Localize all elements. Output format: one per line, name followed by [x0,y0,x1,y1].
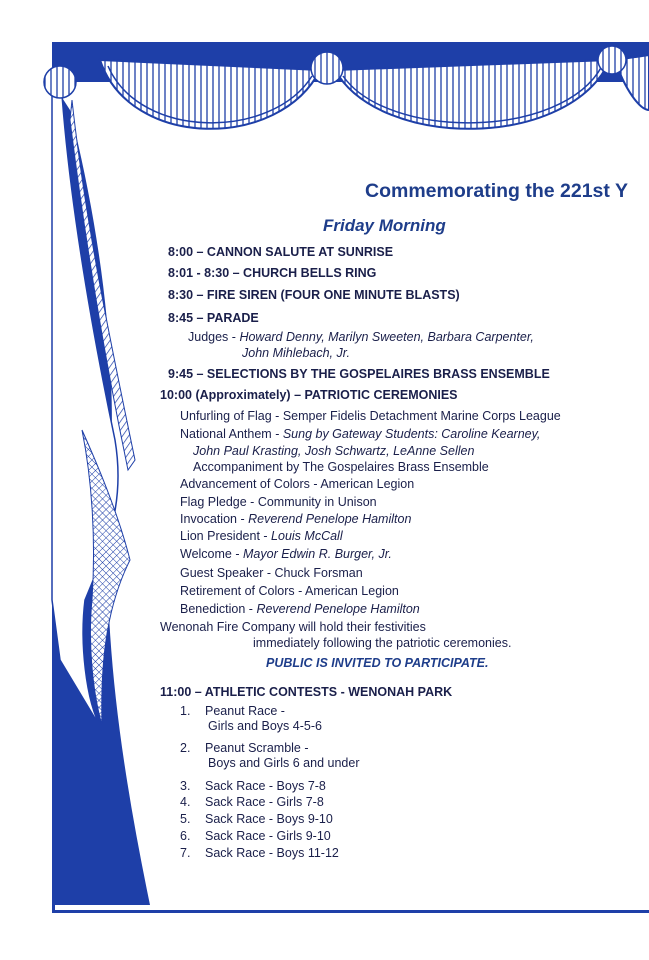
athletic-item [180,812,333,827]
lion-label: Lion President - [180,529,268,543]
athletic-item [180,846,339,861]
benediction-label: Benediction - [180,602,253,616]
athletic-item-detail: Boys and Girls 6 and under [208,756,360,770]
fire-company-note: Wenonah Fire Company will hold their festivities [160,620,426,634]
athletic-item [180,779,326,794]
athletic-item [180,704,285,719]
invocation-name: Reverend Penelope Hamilton [248,512,412,526]
ceremony-anthem [180,427,540,442]
athletic-item [180,741,309,756]
welcome-label: Welcome - [180,547,240,561]
lion-name: Louis McCall [271,529,343,543]
item-number: 2. [180,741,191,755]
item-label: Peanut Scramble - [205,741,309,755]
ceremony-pledge: Flag Pledge - Community in Unison [180,495,377,509]
ceremony-accompaniment: Accompaniment by The Gospelaires Brass Ensemble [193,460,489,474]
public-invite: PUBLIC IS INVITED TO PARTICIPATE. [266,656,489,670]
item-number: 1. [180,704,191,718]
schedule-selections: 9:45 – SELECTIONS BY THE GOSPELAIRES BRASS ENSEMBLE [168,367,550,381]
schedule-parade: 8:45 – PARADE [168,311,259,325]
item-label: Sack Race - Girls 7-8 [205,795,324,809]
schedule-siren: 8:30 – FIRE SIREN (FOUR ONE MINUTE BLASTS) [168,288,460,302]
anthem-detail: Sung by Gateway Students: Caroline Kearney, [282,427,541,441]
benediction-name: Reverend Penelope Hamilton [256,602,420,616]
judges-label: Judges - [188,330,236,344]
item-label: Peanut Race - [205,704,285,718]
ceremony-lion-president [180,529,343,544]
item-number: 4. [180,795,191,809]
item-label: Sack Race - Boys 11-12 [205,846,339,860]
schedule-bells: 8:01 - 8:30 – CHURCH BELLS RING [168,266,377,280]
ceremony-unfurling: Unfurling of Flag - Semper Fidelis Detachment Marine Corps League [180,409,561,423]
athletic-item [180,829,331,844]
ceremony-benediction [180,602,420,617]
invocation-label: Invocation - [180,512,245,526]
item-number: 3. [180,779,191,793]
ceremony-invocation [180,512,411,527]
ceremony-guest-speaker: Guest Speaker - Chuck Forsman [180,566,363,580]
athletic-item [180,795,324,810]
schedule-ceremonies: 10:00 (Approximately) – PATRIOTIC CEREMONIES [160,388,458,402]
judges-line [188,330,534,345]
anthem-detail-continued: John Paul Krasting, Josh Schwartz, LeAnne Sellen [193,444,475,458]
schedule-cannon: 8:00 – CANNON SALUTE AT SUNRISE [168,245,394,259]
item-label: Sack Race - Boys 7-8 [205,779,326,793]
ceremony-retirement: Retirement of Colors - American Legion [180,584,399,598]
athletic-heading: 11:00 – ATHLETIC CONTESTS - WENONAH PARK [160,685,453,699]
welcome-name: Mayor Edwin R. Burger, Jr. [243,547,392,561]
judges-names: Howard Denny, Marilyn Sweeten, Barbara Carpenter, [239,330,534,344]
item-number: 5. [180,812,191,826]
anthem-label: National Anthem - [180,427,280,441]
section-subtitle: Friday Morning [323,216,446,235]
judges-names-continued: John Mihlebach, Jr. [242,346,350,360]
ceremony-advancement: Advancement of Colors - American Legion [180,477,415,491]
ceremony-welcome [180,547,392,562]
item-label: Sack Race - Girls 9-10 [205,829,331,843]
item-number: 6. [180,829,191,843]
page-title: Commemorating the 221st Y [365,180,628,202]
item-label: Sack Race - Boys 9-10 [205,812,333,826]
athletic-item-detail: Girls and Boys 4-5-6 [208,719,322,733]
fire-company-note-continued: immediately following the patriotic ceremonies. [253,636,512,650]
item-number: 7. [180,846,191,860]
